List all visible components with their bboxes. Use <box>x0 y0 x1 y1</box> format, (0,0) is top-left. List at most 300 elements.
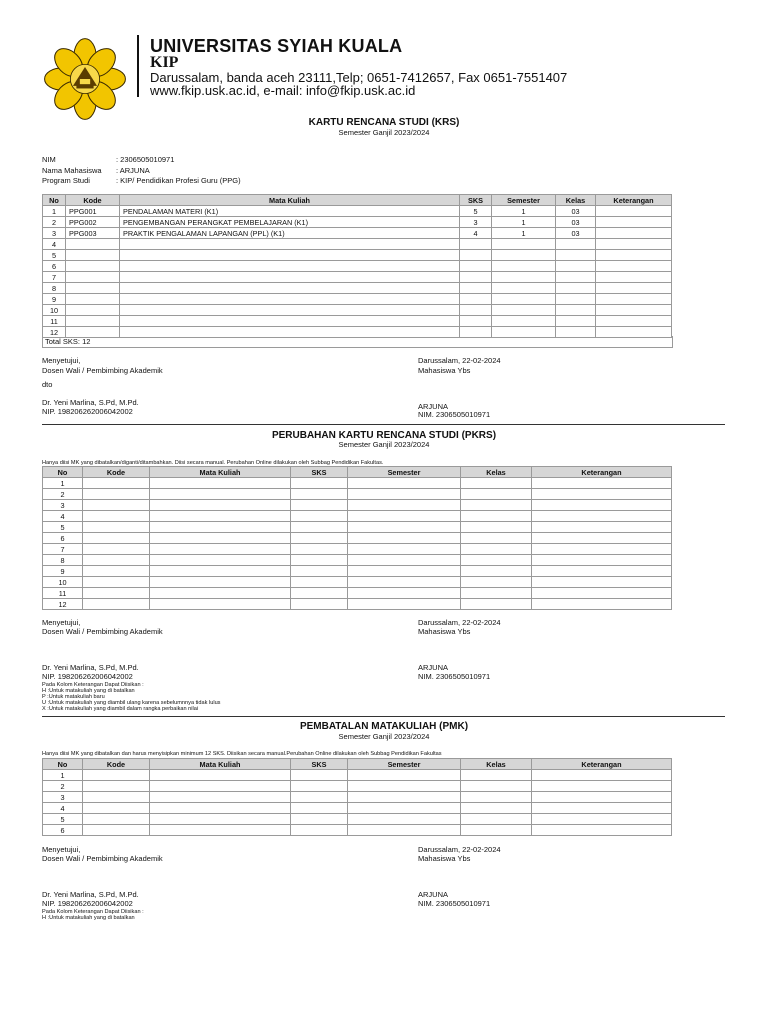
krs-place-date: Darussalam, 22-02-2024 <box>418 356 501 365</box>
row-semester <box>492 316 556 327</box>
pmk-student-name: ARJUNA <box>418 890 449 899</box>
row-kelas <box>556 272 596 283</box>
row-keterangan <box>596 228 672 239</box>
row-mata-kuliah <box>120 294 460 305</box>
row-kelas <box>461 792 532 803</box>
pmk-place-date: Darussalam, 22-02-2024 <box>418 845 501 854</box>
pkrs-row <box>43 588 672 599</box>
row-semester <box>348 566 461 577</box>
row-keterangan <box>596 250 672 261</box>
row-sks <box>291 803 348 814</box>
nim-value: : 2306505010971 <box>116 155 175 164</box>
row-sks <box>291 814 348 825</box>
row-kode <box>66 261 120 272</box>
pmk-legend-0: Pada Kolom Keterangan Dapat Diisikan : <box>42 909 144 915</box>
krs-total: Total SKS: 12 <box>42 336 673 348</box>
row-keterangan <box>532 566 672 577</box>
col-kelas: Kelas <box>461 759 532 770</box>
row-no: 9 <box>43 294 66 305</box>
pmk-header-row <box>43 759 672 770</box>
krs-student-role: Mahasiswa Ybs <box>418 366 471 375</box>
row-keterangan <box>532 792 672 803</box>
krs-row <box>43 239 672 250</box>
row-semester <box>492 272 556 283</box>
row-keterangan <box>532 599 672 610</box>
row-mata-kuliah <box>150 814 291 825</box>
col-mata-kuliah: Mata Kuliah <box>150 759 291 770</box>
col-semester: Semester <box>348 759 461 770</box>
pkrs-row <box>43 500 672 511</box>
col-kelas: Kelas <box>556 195 596 206</box>
pkrs-note: Hanya diisi MK yang dibatalkan/diganti/ditambahkan. Diisi secara manual. Perubahan Online dilakukan oleh Subbag Pendidikan Fakultas. <box>42 460 384 466</box>
pkrs-row <box>43 577 672 588</box>
row-kode <box>83 781 150 792</box>
row-mata-kuliah <box>150 588 291 599</box>
row-keterangan <box>532 770 672 781</box>
col-sks: SKS <box>291 759 348 770</box>
pkrs-row <box>43 555 672 566</box>
row-mata-kuliah <box>150 825 291 836</box>
row-mata-kuliah <box>150 489 291 500</box>
row-mata-kuliah <box>150 566 291 577</box>
krs-advisor-role: Dosen Wali / Pembimbing Akademik <box>42 366 163 375</box>
row-keterangan <box>532 781 672 792</box>
pkrs-row <box>43 522 672 533</box>
row-kode <box>66 316 120 327</box>
row-semester <box>348 588 461 599</box>
pkrs-advisor-name: Dr. Yeni Marlina, S.Pd, M.Pd. <box>42 663 139 672</box>
row-no: 4 <box>43 239 66 250</box>
row-sks <box>291 555 348 566</box>
krs-row <box>43 272 672 283</box>
krs-dto: dto <box>42 380 53 389</box>
pkrs-legend-0: Pada Kolom Keterangan Dapat Diisikan : <box>42 682 144 688</box>
row-kode <box>83 792 150 803</box>
pmk-row <box>43 792 672 803</box>
row-kelas <box>461 522 532 533</box>
krs-row <box>43 283 672 294</box>
row-mata-kuliah <box>150 770 291 781</box>
pmk-row <box>43 770 672 781</box>
row-semester <box>348 803 461 814</box>
row-kelas <box>461 489 532 500</box>
row-mata-kuliah <box>120 283 460 294</box>
krs-student-name: ARJUNA <box>418 402 449 411</box>
krs-row <box>43 250 672 261</box>
krs-title: KARTU RENCANA STUDI (KRS) <box>308 117 460 128</box>
pmk-advisor-name: Dr. Yeni Marlina, S.Pd, M.Pd. <box>42 890 139 899</box>
col-no: No <box>43 195 66 206</box>
row-no: 7 <box>43 272 66 283</box>
row-sks <box>291 599 348 610</box>
pkrs-student-role: Mahasiswa Ybs <box>418 627 471 636</box>
row-semester <box>348 555 461 566</box>
col-no: No <box>43 467 83 478</box>
pmk-advisor-role: Dosen Wali / Pembimbing Akademik <box>42 854 163 863</box>
section-divider <box>42 424 725 425</box>
row-semester <box>348 577 461 588</box>
row-kelas <box>461 544 532 555</box>
krs-row <box>43 217 672 228</box>
row-no: 9 <box>43 566 83 577</box>
row-no: 10 <box>43 305 66 316</box>
row-no: 8 <box>43 555 83 566</box>
pkrs-semester: Semester Ganjil 2023/2024 <box>338 440 430 449</box>
row-mata-kuliah <box>150 781 291 792</box>
row-kode <box>83 522 150 533</box>
row-keterangan <box>596 294 672 305</box>
row-kelas <box>461 781 532 792</box>
section-divider <box>42 716 725 717</box>
row-kode <box>83 599 150 610</box>
row-kode: PPG001 <box>66 206 120 217</box>
pkrs-place-date: Darussalam, 22-02-2024 <box>418 618 501 627</box>
row-sks <box>460 261 492 272</box>
row-sks <box>291 781 348 792</box>
row-no: 12 <box>43 599 83 610</box>
row-mata-kuliah <box>150 478 291 489</box>
row-no: 5 <box>43 250 66 261</box>
row-keterangan <box>532 511 672 522</box>
row-keterangan <box>596 261 672 272</box>
krs-student-nim: NIM. 2306505010971 <box>418 410 491 419</box>
row-mata-kuliah <box>150 577 291 588</box>
pkrs-legend-4: X :Untuk matakuliah yang diambil dalam rangka perbaikan nilai <box>42 706 199 712</box>
row-kode <box>83 588 150 599</box>
row-mata-kuliah <box>150 511 291 522</box>
row-keterangan <box>532 577 672 588</box>
col-mata-kuliah: Mata Kuliah <box>120 195 460 206</box>
row-mata-kuliah <box>150 533 291 544</box>
krs-row <box>43 261 672 272</box>
pkrs-row <box>43 544 672 555</box>
pkrs-legend-3: U :Untuk matakuliah yang diambil ulang karena sebelumnnya tidak lulus <box>42 700 221 706</box>
row-no: 3 <box>43 500 83 511</box>
row-semester <box>492 283 556 294</box>
pkrs-student-nim: NIM. 2306505010971 <box>418 672 491 681</box>
row-semester <box>348 544 461 555</box>
row-no: 10 <box>43 577 83 588</box>
row-no: 3 <box>43 792 83 803</box>
row-keterangan <box>532 533 672 544</box>
row-sks <box>291 588 348 599</box>
krs-semester: Semester Ganjil 2023/2024 <box>338 128 430 137</box>
row-kelas <box>461 588 532 599</box>
university-logo <box>42 36 128 122</box>
row-mata-kuliah <box>150 555 291 566</box>
row-no: 5 <box>43 522 83 533</box>
krs-advisor-nip: NIP. 198206262006042002 <box>42 407 133 416</box>
row-kode <box>66 305 120 316</box>
row-semester <box>348 489 461 500</box>
row-kode <box>83 500 150 511</box>
krs-header-row <box>43 195 672 206</box>
nim-label: NIM <box>42 155 56 164</box>
col-kode: Kode <box>83 759 150 770</box>
row-kelas <box>556 294 596 305</box>
row-keterangan <box>596 272 672 283</box>
program-label: Program Studi <box>42 176 90 185</box>
row-kelas <box>461 770 532 781</box>
row-sks <box>291 489 348 500</box>
row-keterangan <box>532 500 672 511</box>
row-kelas <box>556 316 596 327</box>
row-sks <box>291 500 348 511</box>
row-no: 7 <box>43 544 83 555</box>
row-semester <box>492 239 556 250</box>
col-kode: Kode <box>66 195 120 206</box>
krs-approve: Menyetujui, <box>42 356 81 365</box>
pkrs-row <box>43 511 672 522</box>
row-kode: PPG003 <box>66 228 120 239</box>
row-keterangan <box>532 489 672 500</box>
row-semester <box>348 770 461 781</box>
pkrs-row <box>43 478 672 489</box>
pmk-note: Hanya diisi MK yang dibatalkan dan harus menyisipkan minimum 12 SKS. Diisikan secara manual.Perubahan Online dilakukan oleh Subbag Pendidikan Fakultas <box>42 751 442 757</box>
row-semester: 1 <box>492 217 556 228</box>
row-mata-kuliah <box>120 316 460 327</box>
row-no: 12 <box>43 327 66 338</box>
row-sks <box>291 533 348 544</box>
col-kode: Kode <box>83 467 150 478</box>
krs-row <box>43 316 672 327</box>
row-kelas <box>461 825 532 836</box>
pkrs-title: PERUBAHAN KARTU RENCANA STUDI (PKRS) <box>271 430 497 441</box>
row-kode <box>83 555 150 566</box>
row-kode <box>83 814 150 825</box>
row-keterangan <box>596 316 672 327</box>
row-keterangan <box>532 803 672 814</box>
krs-table <box>42 194 672 338</box>
row-no: 1 <box>43 478 83 489</box>
row-mata-kuliah: PENGEMBANGAN PERANGKAT PEMBELAJARAN (K1) <box>120 217 460 228</box>
row-kelas: 03 <box>556 217 596 228</box>
row-no: 4 <box>43 511 83 522</box>
row-kelas <box>556 250 596 261</box>
row-semester <box>492 294 556 305</box>
pmk-row <box>43 814 672 825</box>
row-sks <box>291 522 348 533</box>
student-name-label: Nama Mahasiswa <box>42 166 102 175</box>
row-sks <box>460 316 492 327</box>
pmk-title: PEMBATALAN MATAKULIAH (PMK) <box>299 721 469 732</box>
pkrs-row <box>43 533 672 544</box>
row-sks <box>460 250 492 261</box>
row-sks: 5 <box>460 206 492 217</box>
row-mata-kuliah <box>120 239 460 250</box>
row-mata-kuliah <box>150 803 291 814</box>
krs-advisor-name: Dr. Yeni Marlina, S.Pd, M.Pd. <box>42 398 139 407</box>
row-kelas <box>461 803 532 814</box>
row-sks: 3 <box>460 217 492 228</box>
pkrs-table <box>42 466 672 610</box>
row-no: 3 <box>43 228 66 239</box>
row-no: 1 <box>43 206 66 217</box>
row-semester <box>348 792 461 803</box>
row-semester <box>348 522 461 533</box>
row-sks <box>291 566 348 577</box>
row-sks <box>291 825 348 836</box>
pmk-row <box>43 803 672 814</box>
row-kode <box>66 250 120 261</box>
row-sks <box>460 283 492 294</box>
row-semester <box>492 305 556 316</box>
row-mata-kuliah <box>120 250 460 261</box>
row-sks <box>291 792 348 803</box>
col-sks: SKS <box>460 195 492 206</box>
row-semester <box>348 533 461 544</box>
program-value: : KIP/ Pendidikan Profesi Guru (PPG) <box>116 176 241 185</box>
row-no: 6 <box>43 533 83 544</box>
row-no: 11 <box>43 316 66 327</box>
row-sks <box>291 511 348 522</box>
pmk-row <box>43 825 672 836</box>
row-semester <box>492 250 556 261</box>
row-keterangan <box>532 522 672 533</box>
row-keterangan <box>596 305 672 316</box>
row-semester <box>348 511 461 522</box>
col-semester: Semester <box>348 467 461 478</box>
row-sks: 4 <box>460 228 492 239</box>
row-kelas <box>461 599 532 610</box>
row-kode <box>66 272 120 283</box>
row-mata-kuliah: PENDALAMAN MATERI (K1) <box>120 206 460 217</box>
row-kelas <box>556 305 596 316</box>
col-semester: Semester <box>492 195 556 206</box>
faculty-name: KIP <box>150 54 179 71</box>
row-no: 5 <box>43 814 83 825</box>
row-semester <box>348 599 461 610</box>
row-no: 2 <box>43 217 66 228</box>
row-keterangan <box>532 588 672 599</box>
row-no: 6 <box>43 261 66 272</box>
col-kelas: Kelas <box>461 467 532 478</box>
row-kelas: 03 <box>556 206 596 217</box>
pkrs-row <box>43 599 672 610</box>
pmk-student-role: Mahasiswa Ybs <box>418 854 471 863</box>
row-kelas <box>461 511 532 522</box>
pkrs-advisor-nip: NIP. 198206262006042002 <box>42 672 133 681</box>
row-kode <box>83 770 150 781</box>
row-keterangan <box>596 283 672 294</box>
row-kode <box>66 283 120 294</box>
row-sks <box>460 272 492 283</box>
row-kelas: 03 <box>556 228 596 239</box>
row-semester: 1 <box>492 206 556 217</box>
row-keterangan <box>532 544 672 555</box>
header-divider <box>137 35 139 97</box>
row-keterangan <box>596 206 672 217</box>
pmk-approve: Menyetujui, <box>42 845 81 854</box>
row-kode <box>83 577 150 588</box>
row-semester: 1 <box>492 228 556 239</box>
row-keterangan <box>596 217 672 228</box>
row-semester <box>348 478 461 489</box>
pkrs-legend-2: P :Untuk matakuliah baru <box>42 694 105 700</box>
header-web: www.fkip.usk.ac.id, e-mail: info@fkip.usk.ac.id <box>150 83 416 98</box>
row-no: 11 <box>43 588 83 599</box>
row-semester <box>492 261 556 272</box>
row-kode <box>66 239 120 250</box>
pkrs-header-row <box>43 467 672 478</box>
pmk-legend-1: H :Untuk matakuliah yang di batalkan <box>42 915 135 921</box>
pkrs-approve: Menyetujui, <box>42 618 81 627</box>
row-no: 2 <box>43 489 83 500</box>
col-keterangan: Keterangan <box>532 759 672 770</box>
krs-row <box>43 228 672 239</box>
row-no: 6 <box>43 825 83 836</box>
pkrs-row <box>43 566 672 577</box>
row-mata-kuliah <box>120 272 460 283</box>
row-semester <box>348 500 461 511</box>
row-semester <box>348 825 461 836</box>
row-mata-kuliah <box>120 305 460 316</box>
row-keterangan <box>596 239 672 250</box>
row-kode <box>66 294 120 305</box>
pkrs-legend-1: H :Untuk matakuliah yang di batalkan <box>42 688 135 694</box>
row-no: 4 <box>43 803 83 814</box>
row-kode <box>83 566 150 577</box>
row-sks <box>291 544 348 555</box>
row-kode <box>83 511 150 522</box>
row-no: 8 <box>43 283 66 294</box>
row-kode <box>83 803 150 814</box>
row-kelas <box>461 555 532 566</box>
row-keterangan <box>532 478 672 489</box>
university-name: UNIVERSITAS SYIAH KUALA <box>150 36 403 56</box>
row-mata-kuliah: PRAKTIK PENGALAMAN LAPANGAN (PPL) (K1) <box>120 228 460 239</box>
row-kode <box>83 825 150 836</box>
krs-row <box>43 305 672 316</box>
row-sks <box>460 305 492 316</box>
row-mata-kuliah <box>150 522 291 533</box>
pkrs-row <box>43 489 672 500</box>
row-keterangan <box>532 814 672 825</box>
col-no: No <box>43 759 83 770</box>
row-mata-kuliah <box>150 544 291 555</box>
row-kelas <box>461 500 532 511</box>
pkrs-advisor-role: Dosen Wali / Pembimbing Akademik <box>42 627 163 636</box>
row-mata-kuliah <box>150 500 291 511</box>
row-kode <box>83 489 150 500</box>
row-sks <box>460 294 492 305</box>
row-sks <box>291 770 348 781</box>
krs-row <box>43 294 672 305</box>
krs-row <box>43 206 672 217</box>
row-sks <box>291 478 348 489</box>
pmk-row <box>43 781 672 792</box>
pmk-semester: Semester Ganjil 2023/2024 <box>338 732 430 741</box>
col-keterangan: Keterangan <box>596 195 672 206</box>
row-mata-kuliah <box>150 792 291 803</box>
header-address: Darussalam, banda aceh 23111,Telp; 0651-7412657, Fax 0651-7551407 <box>150 70 568 85</box>
row-no: 2 <box>43 781 83 792</box>
row-keterangan <box>532 825 672 836</box>
row-kode: PPG002 <box>66 217 120 228</box>
row-kelas <box>461 814 532 825</box>
row-no: 1 <box>43 770 83 781</box>
col-mata-kuliah: Mata Kuliah <box>150 467 291 478</box>
row-kode <box>83 478 150 489</box>
row-kelas <box>556 283 596 294</box>
row-sks <box>460 239 492 250</box>
row-sks <box>291 577 348 588</box>
row-keterangan <box>532 555 672 566</box>
row-kelas <box>461 533 532 544</box>
row-kode <box>83 533 150 544</box>
student-name-value: : ARJUNA <box>116 166 150 175</box>
row-kelas <box>461 577 532 588</box>
